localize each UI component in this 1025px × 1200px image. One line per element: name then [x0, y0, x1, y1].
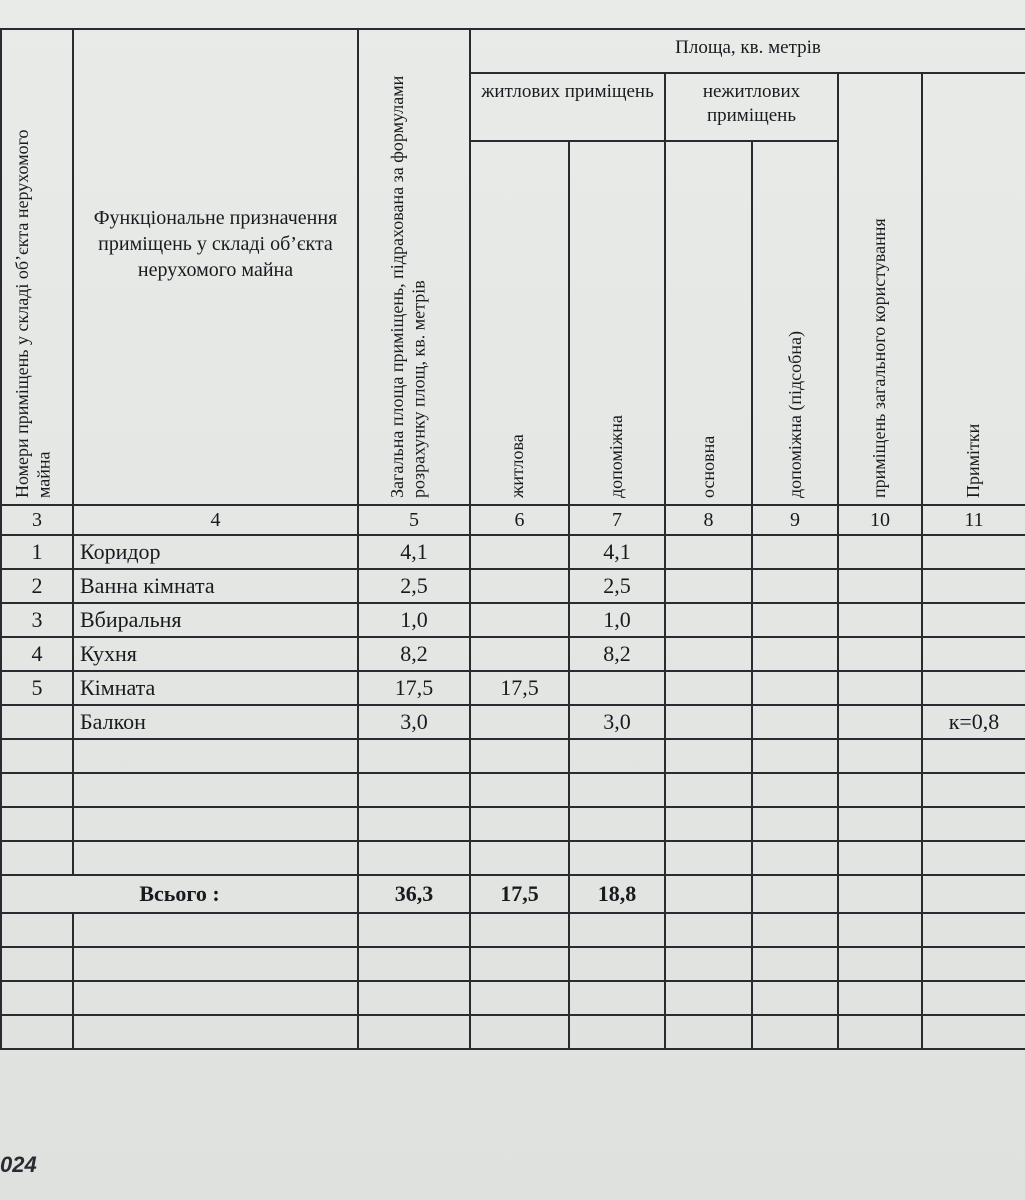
header-function: Функціональне призначення приміщень у складі об’єкта нерухомого майна — [73, 29, 358, 505]
empty-row — [1, 773, 1025, 807]
column-number: 7 — [569, 505, 665, 535]
column-number: 10 — [838, 505, 922, 535]
room-aux-area: 3,0 — [569, 705, 665, 739]
empty-row — [1, 947, 1025, 981]
room-living-area: 17,5 — [470, 671, 569, 705]
empty-row — [1, 841, 1025, 875]
table-row — [1, 637, 1025, 671]
column-number: 5 — [358, 505, 470, 535]
room-total-area: 2,5 — [358, 569, 470, 603]
empty-row — [1, 981, 1025, 1015]
empty-row — [1, 807, 1025, 841]
room-note — [922, 671, 1025, 705]
column-number: 9 — [752, 505, 838, 535]
room-living-area — [470, 603, 569, 637]
column-number: 8 — [665, 505, 752, 535]
room-note — [922, 637, 1025, 671]
header-total-area: Загальна площа приміщень, підрахована за формулами розрахунку площ, кв. метрів — [358, 29, 470, 505]
room-living-area — [470, 535, 569, 569]
header-common-use: приміщень загального користування — [838, 73, 922, 505]
column-number: 11 — [922, 505, 1025, 535]
totals-row — [1, 875, 1025, 913]
table-row — [1, 569, 1025, 603]
totals-label: Всього : — [1, 875, 358, 913]
room-name: Кухня — [73, 637, 358, 671]
room-total-area: 3,0 — [358, 705, 470, 739]
room-note — [922, 603, 1025, 637]
room-number: 5 — [1, 671, 73, 705]
table-row — [1, 535, 1025, 569]
room-aux-area: 1,0 — [569, 603, 665, 637]
room-living-area — [470, 705, 569, 739]
room-aux-area: 8,2 — [569, 637, 665, 671]
room-number: 4 — [1, 637, 73, 671]
room-note: к=0,8 — [922, 705, 1025, 739]
room-total-area: 17,5 — [358, 671, 470, 705]
totals-total-area: 36,3 — [358, 875, 470, 913]
room-aux-area: 4,1 — [569, 535, 665, 569]
room-name: Кімната — [73, 671, 358, 705]
header-room-numbers: Номери приміщень у складі об’єкта нерухомого майна — [1, 29, 73, 505]
empty-row — [1, 1015, 1025, 1049]
table-row — [1, 671, 1025, 705]
header-nonliving-main: основна — [665, 141, 752, 505]
room-living-area — [470, 569, 569, 603]
header-living: житлова — [470, 141, 569, 505]
room-name: Вбиральня — [73, 603, 358, 637]
footer-date: 024 — [0, 1152, 37, 1177]
room-number — [1, 705, 73, 739]
header-notes: Примітки — [922, 73, 1025, 505]
empty-row — [1, 913, 1025, 947]
rooms-table — [0, 28, 1025, 1050]
column-numbers-row — [1, 505, 1025, 535]
room-number: 2 — [1, 569, 73, 603]
room-number: 3 — [1, 603, 73, 637]
header-living-group: житлових приміщень — [470, 73, 665, 141]
header-nonliving-group: нежитлових приміщень — [665, 73, 838, 141]
room-living-area — [470, 637, 569, 671]
totals-aux-area: 18,8 — [569, 875, 665, 913]
table-row — [1, 603, 1025, 637]
room-note — [922, 569, 1025, 603]
table-row — [1, 705, 1025, 739]
room-total-area: 1,0 — [358, 603, 470, 637]
room-note — [922, 535, 1025, 569]
column-number: 6 — [470, 505, 569, 535]
column-number: 3 — [1, 505, 73, 535]
totals-living-area: 17,5 — [470, 875, 569, 913]
room-name: Ванна кімната — [73, 569, 358, 603]
room-total-area: 4,1 — [358, 535, 470, 569]
header-nonliving-aux: допоміжна (підсобна) — [752, 141, 838, 505]
column-number: 4 — [73, 505, 358, 535]
room-total-area: 8,2 — [358, 637, 470, 671]
room-name: Коридор — [73, 535, 358, 569]
room-name: Балкон — [73, 705, 358, 739]
header-living-aux: допоміжна — [569, 141, 665, 505]
empty-row — [1, 739, 1025, 773]
room-aux-area — [569, 671, 665, 705]
header-area-group: Площа, кв. метрів — [470, 29, 1025, 73]
room-number: 1 — [1, 535, 73, 569]
room-aux-area: 2,5 — [569, 569, 665, 603]
